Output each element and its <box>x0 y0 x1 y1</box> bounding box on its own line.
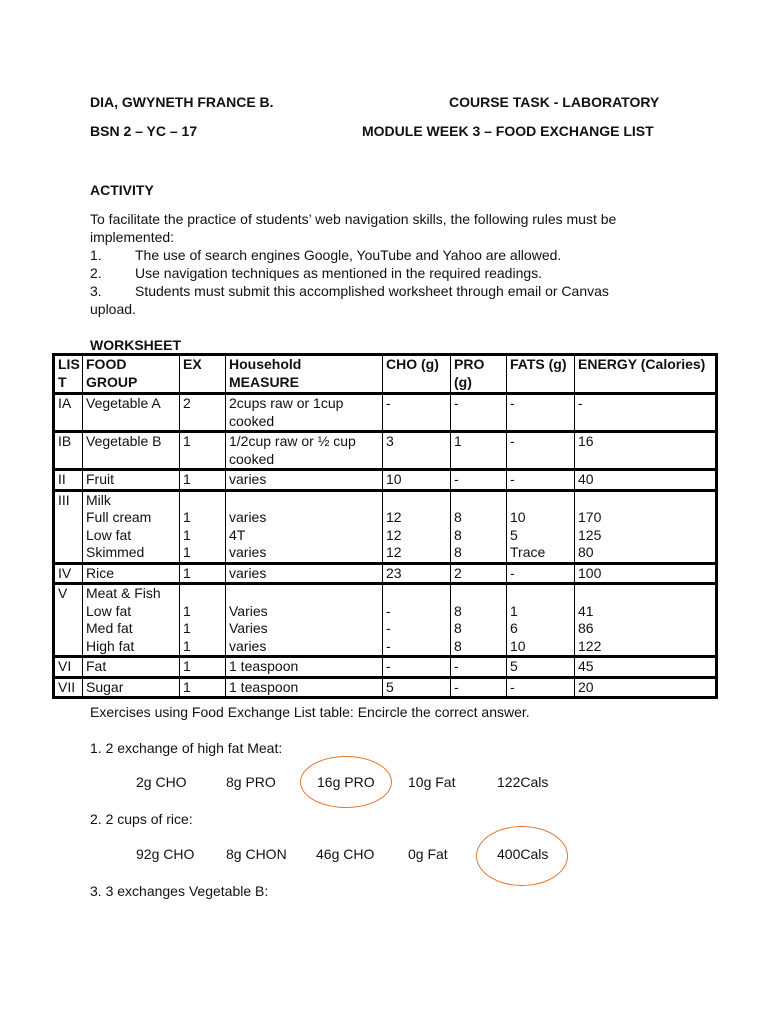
cell-food-group <box>83 563 180 584</box>
table-header-row <box>54 355 717 394</box>
header-pro: PRO (g) <box>451 355 507 394</box>
q2-option-3[interactable]: 46g CHO <box>316 846 375 862</box>
cell-line: 8 <box>454 544 462 560</box>
cell-food-group <box>83 432 180 470</box>
cell-line: 6 <box>510 620 518 636</box>
cell-line: 86 <box>578 620 594 636</box>
cell-line: Fruit <box>86 471 114 487</box>
table-row <box>54 657 717 678</box>
cell-line: 12 <box>386 544 402 560</box>
cell-line: 10 <box>510 509 526 525</box>
activity-heading: ACTIVITY <box>90 182 154 198</box>
cell-line: 1 <box>183 433 191 449</box>
cell-cho <box>383 490 451 563</box>
table-row <box>54 490 717 563</box>
cell-household-measure <box>226 470 383 491</box>
cell-household-measure <box>226 677 383 698</box>
cell-line: 5 <box>386 678 394 695</box>
cell-list: III <box>54 490 83 563</box>
cell-line: Milk <box>86 491 111 508</box>
cell-line <box>386 492 450 510</box>
cell-line: Full cream <box>86 509 152 525</box>
cell-line: cooked <box>229 450 275 467</box>
cell-line: 125 <box>578 526 602 543</box>
cell-cho <box>383 563 451 584</box>
cell-line: 45 <box>578 658 594 674</box>
cell-food-group <box>83 584 180 657</box>
cell-line: Med fat <box>86 620 133 636</box>
cell-line: - <box>386 395 391 411</box>
cell-line: - <box>510 678 515 695</box>
q1-option-5[interactable]: 122Cals <box>497 774 549 790</box>
cell-line: varies <box>229 637 267 654</box>
cell-exchange <box>180 584 226 657</box>
cell-line: 8 <box>454 637 462 654</box>
cell-energy <box>575 394 717 432</box>
cell-list: IV <box>54 563 83 584</box>
q2-option-2[interactable]: 8g CHON <box>226 846 287 862</box>
student-name: DIA, GWYNETH FRANCE B. <box>90 94 274 110</box>
cell-household-measure <box>226 657 383 678</box>
cell-line: 1 <box>183 678 191 695</box>
cell-cho <box>383 394 451 432</box>
cell-line: 10 <box>510 637 526 654</box>
cell-food-group <box>83 470 180 491</box>
cell-exchange <box>180 470 226 491</box>
cell-line: 8 <box>454 620 462 636</box>
cell-line: - <box>454 471 459 487</box>
cell-energy <box>575 470 717 491</box>
cell-line: 1 <box>183 637 191 654</box>
cell-line: 10 <box>386 471 402 487</box>
cell-line: 1 <box>454 433 462 449</box>
cell-line: varies <box>229 471 267 487</box>
header-list: LIS T <box>54 355 83 394</box>
cell-line: 41 <box>578 602 594 619</box>
cell-line: - <box>510 471 515 487</box>
rule-text: Students must submit this accomplished worksheet through email or Canvas <box>135 283 609 299</box>
cell-line: 1 <box>183 471 191 487</box>
cell-line <box>454 585 506 603</box>
cell-line: 1 <box>183 602 191 619</box>
cell-exchange <box>180 490 226 563</box>
rule-item <box>90 246 690 264</box>
header-cho: CHO (g) <box>383 355 451 394</box>
cell-line: 1 teaspoon <box>229 658 299 674</box>
cell-line <box>229 585 382 603</box>
cell-energy <box>575 432 717 470</box>
cell-line: 12 <box>386 509 402 525</box>
cell-line: Low fat <box>86 526 132 543</box>
cell-line: - <box>386 602 391 619</box>
cell-cho <box>383 470 451 491</box>
cell-fats <box>507 677 575 698</box>
header-energy: ENERGY (Calories) <box>575 355 717 394</box>
rule-number: 1. <box>90 247 102 263</box>
cell-line: 1 <box>183 620 191 636</box>
cell-line: - <box>510 433 515 449</box>
cell-line <box>510 585 574 603</box>
worksheet-heading: WORKSHEET <box>90 337 181 353</box>
cell-line: Meat & Fish <box>86 585 161 601</box>
cell-fats <box>507 584 575 657</box>
q1-option-4[interactable]: 10g Fat <box>408 774 456 790</box>
cell-line: 100 <box>578 564 602 581</box>
cell-pro <box>451 563 507 584</box>
cell-line: - <box>454 678 459 695</box>
cell-line: 40 <box>578 471 594 487</box>
table-row <box>54 394 717 432</box>
cell-line: Vegetable B <box>86 433 162 449</box>
cell-household-measure <box>226 563 383 584</box>
cell-line: 20 <box>578 678 594 695</box>
cell-line <box>578 585 715 603</box>
rule-item <box>90 282 690 300</box>
table-row <box>54 432 717 470</box>
cell-line <box>454 492 506 510</box>
cell-line: 2cups raw or 1cup <box>229 395 344 411</box>
cell-pro <box>451 490 507 563</box>
rule-number: 3. <box>90 283 102 299</box>
cell-line: High fat <box>86 637 135 654</box>
cell-line: 1 <box>183 509 191 525</box>
cell-line: - <box>578 395 583 411</box>
cell-energy <box>575 657 717 678</box>
cell-line: Rice <box>86 564 115 581</box>
cell-household-measure <box>226 394 383 432</box>
table-body <box>54 394 717 698</box>
question-1: 1. 2 exchange of high fat Meat: <box>90 740 283 756</box>
cell-line <box>183 492 225 510</box>
cell-pro <box>451 584 507 657</box>
cell-line: 1 <box>183 526 191 543</box>
cell-line <box>183 585 225 603</box>
cell-energy <box>575 584 717 657</box>
cell-line: 1 <box>183 564 191 581</box>
question-3: 3. 3 exchanges Vegetable B: <box>90 883 269 899</box>
cell-line: varies <box>229 509 267 525</box>
header-measure: Household MEASURE <box>226 355 383 394</box>
module-title: MODULE WEEK 3 – FOOD EXCHANGE LIST <box>362 123 654 139</box>
cell-list: IB <box>54 432 83 470</box>
cell-fats <box>507 432 575 470</box>
intro-line-1: To facilitate the practice of students’ web navigation skills, the following rules must be <box>90 211 617 227</box>
cell-exchange <box>180 657 226 678</box>
cell-line: Skimmed <box>86 544 145 560</box>
cell-pro <box>451 432 507 470</box>
cell-exchange <box>180 432 226 470</box>
rule-text: Use navigation techniques as mentioned in the required readings. <box>135 265 543 281</box>
cell-exchange <box>180 394 226 432</box>
q1-option-1[interactable]: 2g CHO <box>136 774 187 790</box>
header-food-group: FOOD GROUP <box>83 355 180 394</box>
cell-line: 1 <box>183 658 191 674</box>
cell-line: - <box>386 620 391 636</box>
student-section: BSN 2 – YC – 17 <box>90 123 198 139</box>
cell-line: Sugar <box>86 678 124 695</box>
table-row <box>54 677 717 698</box>
cell-line: cooked <box>229 412 275 429</box>
cell-line: 122 <box>578 637 602 654</box>
answer-circle-q1 <box>300 756 392 808</box>
cell-energy <box>575 563 717 584</box>
cell-fats <box>507 563 575 584</box>
cell-line: 8 <box>454 602 462 619</box>
cell-pro <box>451 394 507 432</box>
rule-number: 2. <box>90 265 102 281</box>
cell-line: 12 <box>386 526 402 543</box>
cell-line: 16 <box>578 433 594 449</box>
cell-fats <box>507 470 575 491</box>
q1-option-2[interactable]: 8g PRO <box>226 774 276 790</box>
cell-food-group <box>83 657 180 678</box>
header-ex: EX <box>180 355 226 394</box>
cell-line: - <box>386 658 391 674</box>
cell-line: Varies <box>229 602 268 619</box>
cell-exchange <box>180 677 226 698</box>
cell-fats <box>507 394 575 432</box>
cell-line: Varies <box>229 620 268 636</box>
cell-line: 8 <box>454 526 462 543</box>
q2-option-5[interactable]: 400Cals <box>497 846 549 862</box>
cell-line: Fat <box>86 658 107 674</box>
cell-list: VI <box>54 657 83 678</box>
cell-line: varies <box>229 564 267 581</box>
cell-list: VII <box>54 677 83 698</box>
q2-option-1[interactable]: 92g CHO <box>136 846 195 862</box>
food-exchange-table <box>52 353 718 699</box>
cell-line: 5 <box>510 658 518 674</box>
cell-cho <box>383 432 451 470</box>
q2-option-4[interactable]: 0g Fat <box>408 846 448 862</box>
cell-line: 3 <box>386 433 394 449</box>
cell-line: - <box>386 637 391 654</box>
q1-option-3[interactable]: 16g PRO <box>317 774 375 790</box>
activity-instructions <box>90 210 690 318</box>
answer-circle-q2 <box>476 826 568 886</box>
cell-line <box>578 492 715 510</box>
cell-line: Trace <box>510 544 546 560</box>
cell-line: 2 <box>183 395 191 411</box>
cell-line: 1 teaspoon <box>229 678 299 695</box>
cell-line: - <box>510 395 515 411</box>
cell-cho <box>383 657 451 678</box>
cell-pro <box>451 470 507 491</box>
cell-list: IA <box>54 394 83 432</box>
cell-line: 1 <box>183 544 191 560</box>
cell-pro <box>451 657 507 678</box>
cell-line: 23 <box>386 564 402 581</box>
course-task-title: COURSE TASK - LABORATORY <box>449 94 660 110</box>
cell-line: 1 <box>510 602 518 619</box>
cell-line: - <box>454 395 459 411</box>
cell-fats <box>507 490 575 563</box>
cell-food-group <box>83 490 180 563</box>
cell-food-group <box>83 394 180 432</box>
cell-cho <box>383 677 451 698</box>
cell-line: 2 <box>454 564 462 581</box>
table-row <box>54 563 717 584</box>
cell-exchange <box>180 563 226 584</box>
question-2: 2. 2 cups of rice: <box>90 811 193 827</box>
cell-line: varies <box>229 544 267 560</box>
cell-household-measure <box>226 432 383 470</box>
rule-text: The use of search engines Google, YouTube and Yahoo are allowed. <box>135 247 562 263</box>
rule-item <box>90 264 690 282</box>
cell-fats <box>507 657 575 678</box>
cell-list: V <box>54 584 83 657</box>
cell-line: Low fat <box>86 602 132 619</box>
cell-line: 1/2cup raw or ½ cup <box>229 433 356 449</box>
cell-food-group <box>83 677 180 698</box>
table-row <box>54 584 717 657</box>
header-fats: FATS (g) <box>507 355 575 394</box>
cell-line <box>386 585 450 603</box>
cell-pro <box>451 677 507 698</box>
cell-line: 4T <box>229 526 246 543</box>
cell-household-measure <box>226 490 383 563</box>
cell-energy <box>575 490 717 563</box>
cell-energy <box>575 677 717 698</box>
cell-line: 80 <box>578 544 594 560</box>
rule-3-continuation: upload. <box>90 301 136 317</box>
cell-line: 8 <box>454 509 462 525</box>
intro-line-2: implemented: <box>90 229 175 245</box>
cell-line <box>229 492 382 510</box>
cell-list: II <box>54 470 83 491</box>
cell-line <box>510 492 574 510</box>
cell-line: 5 <box>510 526 518 543</box>
exercises-instruction: Exercises using Food Exchange List table: Encircle the correct answer. <box>90 704 530 720</box>
cell-household-measure <box>226 584 383 657</box>
cell-line: - <box>510 564 515 581</box>
cell-line: 170 <box>578 509 602 525</box>
cell-line: - <box>454 658 459 674</box>
cell-cho <box>383 584 451 657</box>
table-row <box>54 470 717 491</box>
cell-line: Vegetable A <box>86 395 161 411</box>
